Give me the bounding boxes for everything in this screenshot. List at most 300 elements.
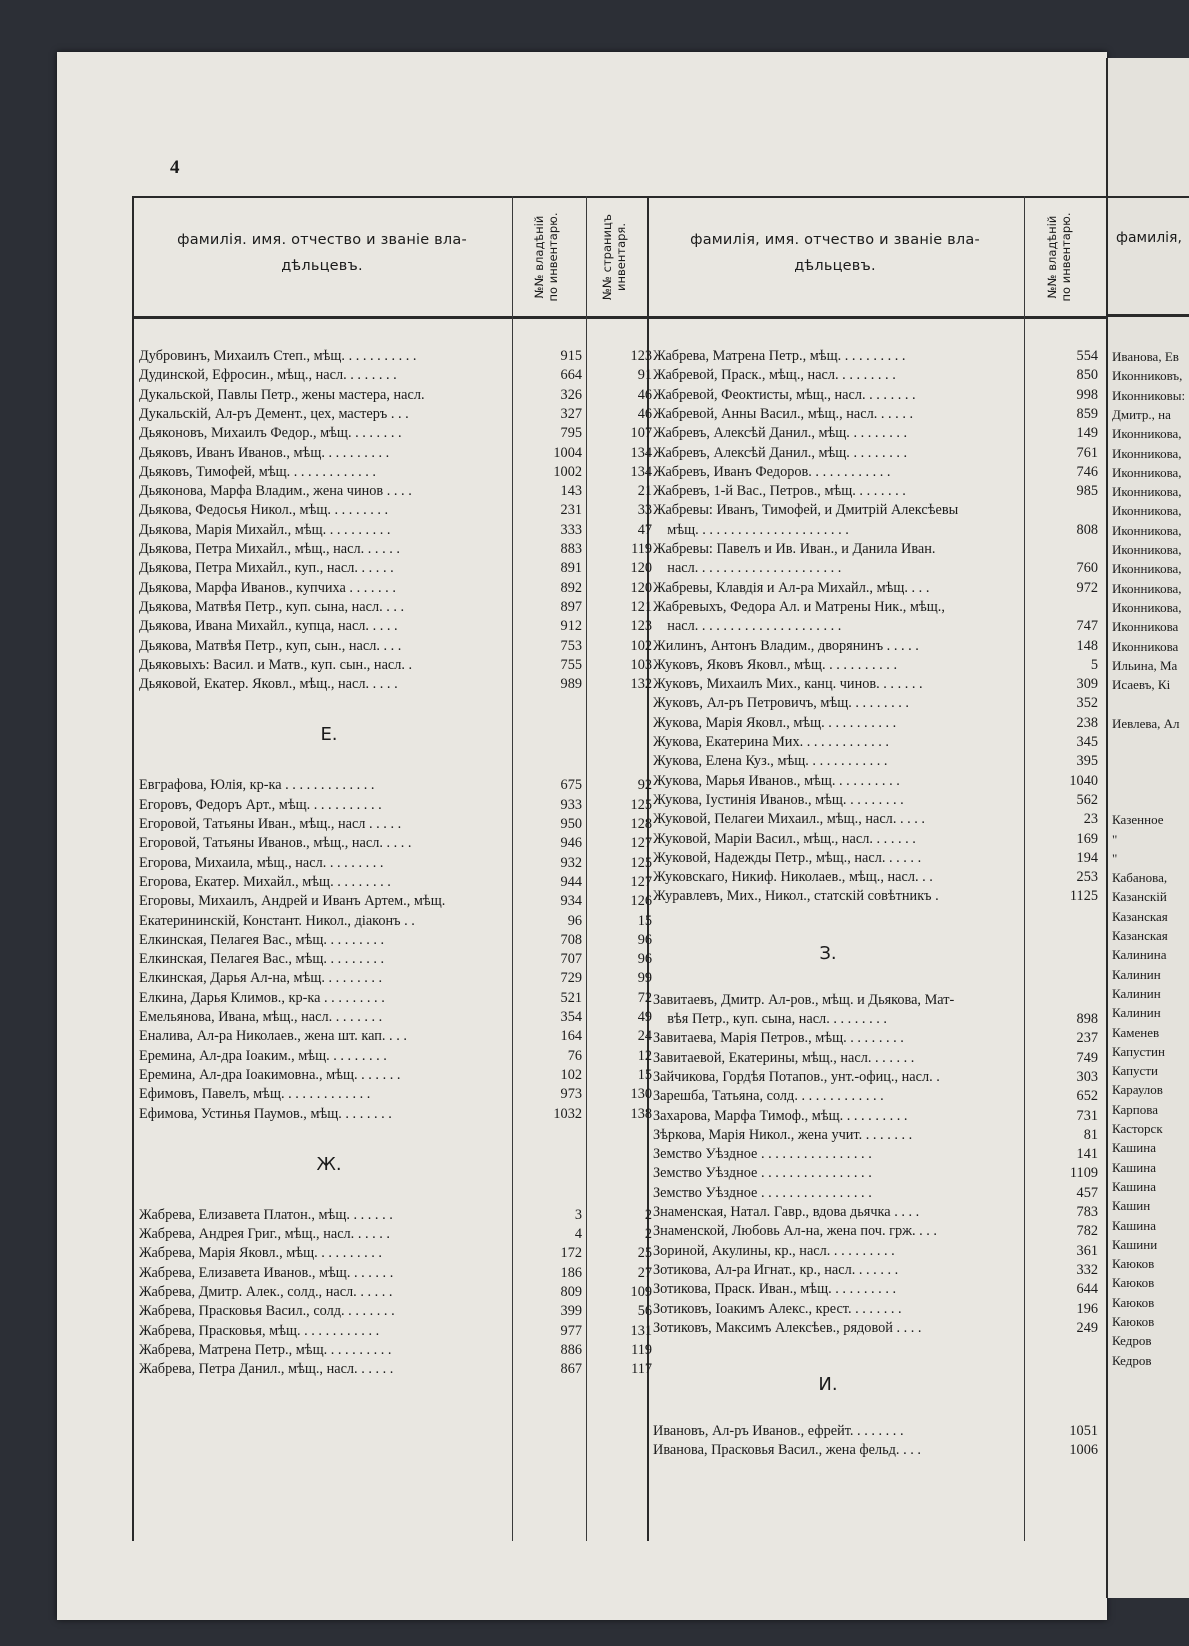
owner-number: 352 [1076, 695, 1098, 712]
owner-name: Егоровой, Татьяны Иван., мѣщ., насл . . . . . [139, 816, 402, 832]
owner-number: 891 [560, 560, 582, 577]
header-right-name-line-2: дѣльцевъ. [794, 258, 876, 274]
owner-name: Жуковъ, Ал-ръ Петровичъ, мѣщ. . . . . . . . . [653, 695, 910, 712]
register-entry [653, 733, 1103, 751]
header-page-no-line-1: №№ страницъ [600, 214, 614, 300]
owner-name: Жабревы: Павелъ и Ив. Иван., и Данила Иван. [653, 541, 936, 557]
owner-name: Журавлевъ, Мих., Никол., статскій совѣтникъ . [653, 888, 939, 905]
register-entry [139, 366, 652, 384]
register-entry [653, 637, 1103, 655]
header-right-owner-no [1045, 197, 1079, 317]
owner-number: 932 [560, 854, 582, 871]
owner-number: 1040 [1069, 772, 1098, 789]
register-entry [653, 849, 1103, 867]
owner-name: Дьякова, Марія Михайл., мѣщ. . . . . . . . . . [139, 521, 391, 538]
register-entry [653, 1261, 1103, 1279]
register-entry [653, 1280, 1103, 1298]
owner-name: Зѣркова, Марія Никол., жена учит. . . . . . . . [653, 1126, 913, 1143]
owner-name: насл. . . . . . . . . . . . . . . . . . . . . [653, 618, 842, 635]
owner-number: 149 [1076, 425, 1098, 442]
owner-number: 395 [1076, 753, 1098, 770]
owner-number: 562 [1076, 791, 1098, 808]
next-page-header: фамилія, [1116, 230, 1182, 246]
next-page-entry: Иконникова, [1112, 599, 1182, 615]
next-page-entry: Кашин [1112, 1198, 1151, 1214]
next-page-entry: Кедров [1112, 1352, 1152, 1368]
register-entry [653, 1126, 1103, 1144]
register-entry [139, 1341, 652, 1359]
next-page-entry: " [1112, 831, 1118, 847]
register-entry [653, 347, 1103, 365]
owner-number: 354 [560, 1009, 582, 1025]
owner-name: Жуковъ, Михаилъ Мих., канц. чинов. . . . . . . [653, 676, 923, 693]
owner-number: 782 [1076, 1223, 1098, 1240]
next-page-entry: Иконниковъ, [1112, 368, 1183, 384]
owner-number: 892 [560, 579, 582, 596]
register-entry [139, 854, 652, 872]
next-page-entry: Исаевъ, Кі [1112, 677, 1171, 693]
owner-number: 457 [1076, 1184, 1098, 1201]
owner-number: 708 [560, 931, 582, 948]
register-entry [139, 1360, 652, 1378]
owner-name: Жуковой, Маріи Васил., мѣщ., насл. . . . . . . [653, 830, 916, 847]
inventory-page-number: 72 [637, 989, 652, 1006]
inventory-page-number: 25 [637, 1245, 652, 1262]
register-entry [139, 1027, 652, 1045]
owner-name: Егоровы, Михаилъ, Андрей и Иванъ Артем., мѣщ. [139, 893, 446, 910]
inventory-page-number: 27 [637, 1264, 652, 1281]
owner-name: мѣщ. . . . . . . . . . . . . . . . . . . . . . [653, 521, 849, 538]
inventory-page-number: 21 [637, 483, 652, 500]
owner-name: Дьякова, Матвѣя Петр., куп. сына, насл. . . . [139, 598, 405, 615]
register-entry [653, 1242, 1103, 1260]
owner-name: Жуковой, Надежды Петр., мѣщ., насл. . . . . . [653, 849, 922, 866]
owner-number: 746 [1076, 463, 1098, 480]
inventory-page-number: 134 [630, 444, 652, 461]
register-entry [653, 405, 1103, 423]
inventory-page-number: 92 [637, 777, 652, 794]
inventory-page-number: 120 [630, 579, 652, 596]
owner-name: Жукова, Екатерина Мих. . . . . . . . . . . . . [653, 734, 889, 750]
register-entry [139, 1085, 652, 1103]
owner-name: Елкинская, Дарья Ал-на, мѣщ. . . . . . . . . [139, 970, 383, 987]
owner-name: Жуковой, Пелагеи Михаил., мѣщ., насл. . . . . [653, 811, 925, 828]
owner-name: Егоровой, Татьяны Иванов., мѣщ., насл. . . . . [139, 835, 412, 852]
owner-number: 753 [560, 637, 582, 654]
owner-name: насл. . . . . . . . . . . . . . . . . . . . . [653, 560, 842, 577]
inventory-page-number: 127 [630, 835, 652, 852]
register-entry [653, 1049, 1103, 1067]
owner-name: Жукова, Марія Яковл., мѣщ. . . . . . . . . . . [653, 714, 897, 731]
owner-number: 989 [560, 676, 582, 693]
owner-number: 1051 [1069, 1423, 1098, 1440]
owner-number: 1109 [1069, 1165, 1098, 1182]
inventory-page-number: 128 [630, 816, 652, 832]
next-page-entry: Иконникова, [1112, 542, 1182, 557]
owner-number: 238 [1076, 714, 1098, 731]
owner-name: Жуковъ, Яковъ Яковл., мѣщ. . . . . . . . . . . [653, 656, 898, 673]
owner-name: Дьяковъ, Иванъ Иванов., мѣщ. . . . . . . . . . [139, 444, 390, 461]
owner-number: 883 [560, 541, 582, 557]
inventory-page-number: 127 [630, 873, 652, 890]
next-page-entry: Калинина [1112, 947, 1167, 963]
register-entry [653, 521, 1103, 539]
inventory-page-number: 119 [631, 1341, 652, 1358]
owner-name: Жабрева, Петра Данил., мѣщ., насл. . . . . . [139, 1361, 394, 1378]
owner-number: 729 [560, 970, 582, 987]
owner-number: 1032 [553, 1105, 582, 1122]
owner-number: 4 [574, 1226, 582, 1243]
owner-number: 237 [1076, 1030, 1098, 1047]
register-entry [653, 1087, 1103, 1105]
inventory-page-number: 102 [630, 637, 652, 654]
inventory-page-number: 125 [630, 854, 652, 871]
owner-name: Жабревой, Анны Васил., мѣщ., насл. . . . . . [653, 405, 914, 422]
owner-number: 747 [1076, 618, 1098, 635]
owner-name: Завитаева, Марія Петров., мѣщ. . . . . . . . . [653, 1030, 904, 1047]
owner-name: Ефимовъ, Павелъ, мѣщ. . . . . . . . . . . . . [139, 1086, 371, 1103]
register-entry [139, 617, 652, 635]
next-page-entry: Кашина [1112, 1178, 1156, 1194]
owner-name: Егорова, Михаила, мѣщ., насл. . . . . . . . . [139, 854, 384, 871]
owner-number: 186 [560, 1264, 582, 1281]
register-entry [139, 950, 652, 968]
inventory-page-number: 91 [637, 367, 652, 384]
owner-number: 253 [1076, 869, 1098, 886]
owner-number: 196 [1076, 1300, 1098, 1317]
register-entry [139, 1283, 652, 1301]
inventory-page-number: 131 [630, 1322, 652, 1339]
owner-number: 1004 [553, 444, 582, 461]
register-entry [139, 796, 652, 814]
register-entry [653, 714, 1103, 732]
owner-name: Еремина, Ал-дра Іоаким., мѣщ. . . . . . . . . [139, 1047, 387, 1064]
owner-name: Дьякова, Марфа Иванов., купчиха . . . . . . . [139, 579, 396, 596]
register-entry [653, 830, 1103, 848]
register-entry [139, 989, 652, 1007]
inventory-page-number: 99 [637, 970, 652, 987]
register-entry [139, 637, 652, 655]
register-entry [653, 1319, 1103, 1337]
inventory-page-number: 15 [637, 912, 652, 929]
next-page-entry: Иконникова, [1112, 580, 1182, 596]
register-entry [139, 1322, 652, 1340]
register-entry [653, 463, 1103, 481]
owner-name: Дудинской, Ефросин., мѣщ., насл. . . . . . . . [139, 367, 397, 384]
owner-name: Дьякова, Петра Михайл., мѣщ., насл. . . . . . [139, 541, 400, 557]
owner-name: Земство Уѣздное . . . . . . . . . . . . . . . . [653, 1184, 872, 1201]
owner-name: Зотиковъ, Іоакимъ Алекс., крест. . . . . . . . [653, 1300, 902, 1317]
register-entry [653, 1164, 1103, 1182]
register-entry [653, 1222, 1103, 1240]
register-entry [139, 912, 652, 930]
inventory-page-number: 134 [630, 463, 652, 480]
owner-number: 1006 [1069, 1442, 1098, 1459]
next-page-entry: Кедров [1112, 1333, 1152, 1349]
register-entry [653, 1068, 1103, 1086]
owner-name: Жабрева, Прасковья, мѣщ. . . . . . . . . . . . [139, 1322, 380, 1339]
owner-number: 141 [1076, 1146, 1098, 1163]
owner-name: Зарешба, Татьяна, солд. . . . . . . . . . . . . [653, 1088, 884, 1105]
table-left-border [132, 196, 134, 1541]
owner-name: Жабревъ, Иванъ Федоров. . . . . . . . . . . . [653, 463, 891, 480]
owner-number: 850 [1076, 367, 1098, 384]
owner-name: Дьяконова, Марфа Владим., жена чинов . . . . [139, 483, 412, 500]
register-entry [139, 656, 652, 674]
owner-number: 554 [1076, 348, 1098, 364]
owner-name: Жабрева, Матрена Петр., мѣщ. . . . . . . . . . [139, 1341, 392, 1358]
register-entry [139, 521, 652, 539]
next-page-entry: Карпова [1112, 1101, 1158, 1117]
inventory-page-number: 47 [637, 521, 652, 538]
owner-name: Земство Уѣздное . . . . . . . . . . . . . . . . [653, 1146, 872, 1163]
register-entry [139, 559, 652, 577]
owner-name: Зотикова, Ал-ра Игнат., кр., насл. . . . . . . [653, 1261, 899, 1278]
next-page-entry: Казанская [1112, 928, 1168, 943]
next-page-entry: Казанская [1112, 908, 1168, 924]
register-entry [139, 892, 652, 910]
register-entry [139, 424, 652, 442]
owner-number: 783 [1076, 1204, 1098, 1220]
owner-name: Жабрева, Елизавета Платон., мѣщ. . . . . . . [139, 1206, 393, 1223]
header-page-no [600, 197, 634, 317]
header-owner-no-line-2: по инвентарю. [546, 212, 560, 302]
register-entry [653, 501, 1103, 519]
next-page-entry: Каюков [1112, 1314, 1155, 1329]
owner-name: Егоровъ, Федоръ Арт., мѣщ. . . . . . . . . . . [139, 796, 382, 813]
next-page-entry: Капустин [1112, 1043, 1165, 1059]
next-page-entry: Иевлева, Ал [1112, 715, 1180, 731]
register-entry [139, 815, 652, 833]
inventory-page-number: 117 [631, 1361, 652, 1378]
header-name-col [142, 227, 502, 279]
register-entry [653, 1184, 1103, 1202]
owner-number: 23 [1083, 811, 1098, 828]
owner-name: Жабревъ, Алексѣй Данил., мѣщ. . . . . . . . . [653, 444, 908, 461]
inventory-page-number: 24 [637, 1028, 652, 1045]
owner-name: Жабревы, Клавдія и Ал-ра Михайл., мѣщ. . . . [653, 579, 930, 596]
owner-name: Зориной, Акулины, кр., насл. . . . . . . . . . [653, 1242, 895, 1259]
register-entry [139, 1264, 652, 1282]
register-entry [653, 559, 1103, 577]
owner-name: Зайчикова, Гордѣя Потапов., унт.-офиц., насл. . [653, 1068, 940, 1085]
inventory-page-number: 15 [637, 1066, 652, 1083]
next-page-entry: Караулов [1112, 1082, 1163, 1098]
owner-number: 972 [1076, 579, 1098, 596]
owner-number: 76 [567, 1047, 582, 1064]
header-page-no-line-2: инвентаря. [614, 223, 628, 291]
owner-name: Жабрева, Прасковья Васил., солд. . . . . . . . [139, 1303, 395, 1320]
owner-name: Ивановъ, Ал-ръ Иванов., ефрейт. . . . . . . . [653, 1423, 904, 1440]
owner-name: вѣя Петр., куп. сына, насл. . . . . . . . . [653, 1011, 887, 1027]
register-entry [653, 1300, 1103, 1318]
owner-number: 652 [1076, 1088, 1098, 1105]
register-entry [139, 1206, 652, 1224]
next-page-entry: Кашини [1112, 1236, 1158, 1252]
register-entry [653, 424, 1103, 442]
owner-number: 327 [560, 405, 582, 422]
owner-name: Жуковскаго, Никиф. Николаев., мѣщ., насл. . . [653, 869, 933, 886]
owner-number: 194 [1076, 849, 1098, 866]
owner-name: Дьякова, Петра Михайл., куп., насл. . . . . . [139, 560, 394, 577]
inventory-page-number: 12 [637, 1047, 652, 1064]
register-entry [139, 873, 652, 891]
next-page-entry: Иконникова [1112, 619, 1179, 635]
inventory-page-number: 107 [630, 425, 652, 442]
owner-number: 81 [1083, 1126, 1098, 1143]
register-entry [653, 1029, 1103, 1047]
owner-name: Евграфова, Юлія, кр-ка . . . . . . . . . . . . . [139, 777, 375, 794]
inventory-page-number: 123 [630, 618, 652, 635]
next-page-entry: Иконникова [1112, 638, 1179, 654]
inventory-page-number: 56 [637, 1303, 652, 1320]
owner-name: Жабревъ, 1-й Вас., Петров., мѣщ. . . . . . . . [653, 483, 906, 500]
next-page-entry: Капусти [1112, 1063, 1158, 1079]
owner-number: 761 [1076, 444, 1098, 461]
next-page-entry: Кашина [1112, 1217, 1156, 1233]
next-page-top-border [1108, 196, 1189, 198]
next-page-entry: Калинин [1112, 966, 1161, 982]
inventory-page-number: 49 [637, 1009, 652, 1025]
owner-number: 164 [560, 1028, 582, 1045]
owner-name: Знаменская, Натал. Гавр., вдова дьячка . . . . [653, 1204, 920, 1220]
register-entry [653, 1107, 1103, 1125]
owner-number: 5 [1090, 656, 1098, 673]
owner-name: Дьяковъ, Тимофей, мѣщ. . . . . . . . . . . . . [139, 463, 376, 480]
section-letter: З. [819, 942, 837, 964]
register-entry [653, 579, 1103, 597]
register-entry [653, 482, 1103, 500]
header-name-line-2: дѣльцевъ. [281, 258, 363, 274]
next-page-entry: Казанскій [1112, 889, 1167, 905]
next-page-entry: Иконникова, [1112, 561, 1182, 577]
owner-name: Дьяковыхъ: Васил. и Матв., куп. сын., насл. . [139, 656, 413, 673]
next-page-entry: Кашина [1112, 1140, 1156, 1156]
header-owner-no [532, 197, 566, 317]
section-letter: Е. [320, 724, 338, 746]
inventory-page-number: 119 [631, 541, 652, 557]
owner-name: Жабрева, Елизавета Иванов., мѣщ. . . . . . . [139, 1264, 394, 1281]
inventory-page-number: 2 [644, 1226, 652, 1243]
header-owner-no-line-1: №№ владѣній [532, 215, 546, 299]
register-entry [139, 482, 652, 500]
register-entry [139, 1047, 652, 1065]
owner-number: 950 [560, 816, 582, 832]
header-right-owner-no-line-2: по инвентарю. [1059, 212, 1073, 302]
register-entry [139, 969, 652, 987]
register-entry [653, 617, 1103, 635]
register-entry [139, 405, 652, 423]
owner-number: 897 [560, 598, 582, 615]
owner-number: 231 [560, 502, 582, 519]
owner-name: Жабрева, Марія Яковл., мѣщ. . . . . . . . . . [139, 1245, 383, 1262]
register-entry [653, 868, 1103, 886]
owner-number: 977 [560, 1322, 582, 1339]
owner-number: 760 [1076, 560, 1098, 577]
owner-number: 946 [560, 835, 582, 852]
inventory-page-number: 46 [637, 386, 652, 403]
owner-name: Дьякова, Федосья Никол., мѣщ. . . . . . . . . [139, 502, 389, 519]
owner-name: Дукальскій, Ал-ръ Демент., цех, мастеръ . . . [139, 405, 409, 422]
owner-number: 664 [560, 367, 582, 384]
owner-number: 1125 [1069, 888, 1098, 905]
inventory-page-number: 33 [637, 502, 652, 519]
inventory-page-number: 120 [630, 560, 652, 577]
inventory-page-number: 132 [630, 676, 652, 693]
owner-name: Еналива, Ал-ра Николаев., жена шт. кап. . . . [139, 1028, 407, 1045]
next-page-entry: Иконникова, [1112, 503, 1182, 519]
owner-name: Жабревыхъ, Федора Ал. и Матрены Ник., мѣщ., [653, 598, 945, 615]
register-page [57, 52, 1107, 1620]
owner-number: 973 [560, 1086, 582, 1103]
owner-name: Жилинъ, Антонъ Владим., дворянинъ . . . . . [653, 637, 919, 654]
next-page-entry: Иконниковы: [1112, 387, 1186, 403]
owner-number: 731 [1076, 1107, 1098, 1124]
next-page-entry: Иконникова, [1112, 426, 1182, 442]
next-page-entry: Иконникова, [1112, 445, 1182, 461]
register-entry [139, 501, 652, 519]
owner-number: 898 [1076, 1011, 1098, 1027]
next-page-entry: Касторск [1112, 1121, 1163, 1136]
owner-number: 148 [1076, 637, 1098, 654]
owner-number: 303 [1076, 1068, 1098, 1085]
register-entry [653, 887, 1103, 905]
register-entry [653, 810, 1103, 828]
register-entry [139, 386, 652, 404]
owner-name: Екатерининскій, Констант. Никол., діаконъ . . [139, 912, 415, 929]
register-entry [653, 540, 1103, 558]
register-entry [139, 598, 652, 616]
next-page-entry: Калинин [1112, 985, 1161, 1001]
register-entry [139, 463, 652, 481]
owner-name: Жабрева, Матрена Петр., мѣщ. . . . . . . . . . [653, 348, 906, 364]
register-entry [139, 1302, 652, 1320]
owner-name: Дьяковой, Екатер. Яковл., мѣщ., насл. . . . . [139, 676, 398, 693]
register-entry [653, 675, 1103, 693]
register-entry [653, 1422, 1103, 1440]
owner-name: Дьяконовъ, Михаилъ Федор., мѣщ. . . . . . . . [139, 425, 402, 442]
next-page-entry: Кабанова, [1112, 870, 1168, 886]
owner-name: Елкинская, Пелагея Вас., мѣщ. . . . . . . . . [139, 931, 385, 948]
register-entry [139, 675, 652, 693]
owner-number: 326 [560, 386, 582, 403]
register-entry [139, 1225, 652, 1243]
owner-name: Жабревъ, Алексѣй Данил., мѣщ. . . . . . . . . [653, 425, 908, 442]
register-entry [653, 752, 1103, 770]
owner-name: Земство Уѣздное . . . . . . . . . . . . . . . . [653, 1165, 872, 1182]
owner-number: 934 [560, 893, 582, 910]
owner-number: 985 [1076, 483, 1098, 500]
owner-number: 998 [1076, 386, 1098, 403]
owner-name: Жабревой, Праск., мѣщ., насл. . . . . . . . . [653, 367, 896, 384]
inventory-page-number: 121 [630, 598, 652, 615]
owner-name: Жабревой, Феоктисты, мѣщ., насл. . . . . . . . [653, 386, 916, 403]
next-page-entry: Каюков [1112, 1256, 1155, 1272]
next-page-entry: Иконникова, [1112, 464, 1182, 480]
register-entry [139, 579, 652, 597]
inventory-page-number: 109 [630, 1284, 652, 1300]
next-page-entry: " [1112, 850, 1118, 866]
next-page-entry: Каюков [1112, 1294, 1155, 1310]
inventory-page-number: 125 [630, 796, 652, 813]
header-right-owner-no-line-1: №№ владѣній [1045, 215, 1059, 299]
register-entry [139, 1244, 652, 1262]
register-entry [139, 444, 652, 462]
register-entry [653, 656, 1103, 674]
owner-name: Жукова, Елена Куз., мѣщ. . . . . . . . . . . . [653, 753, 888, 770]
next-page-entry: Иконникова, [1112, 522, 1182, 538]
register-entry [653, 991, 1103, 1009]
